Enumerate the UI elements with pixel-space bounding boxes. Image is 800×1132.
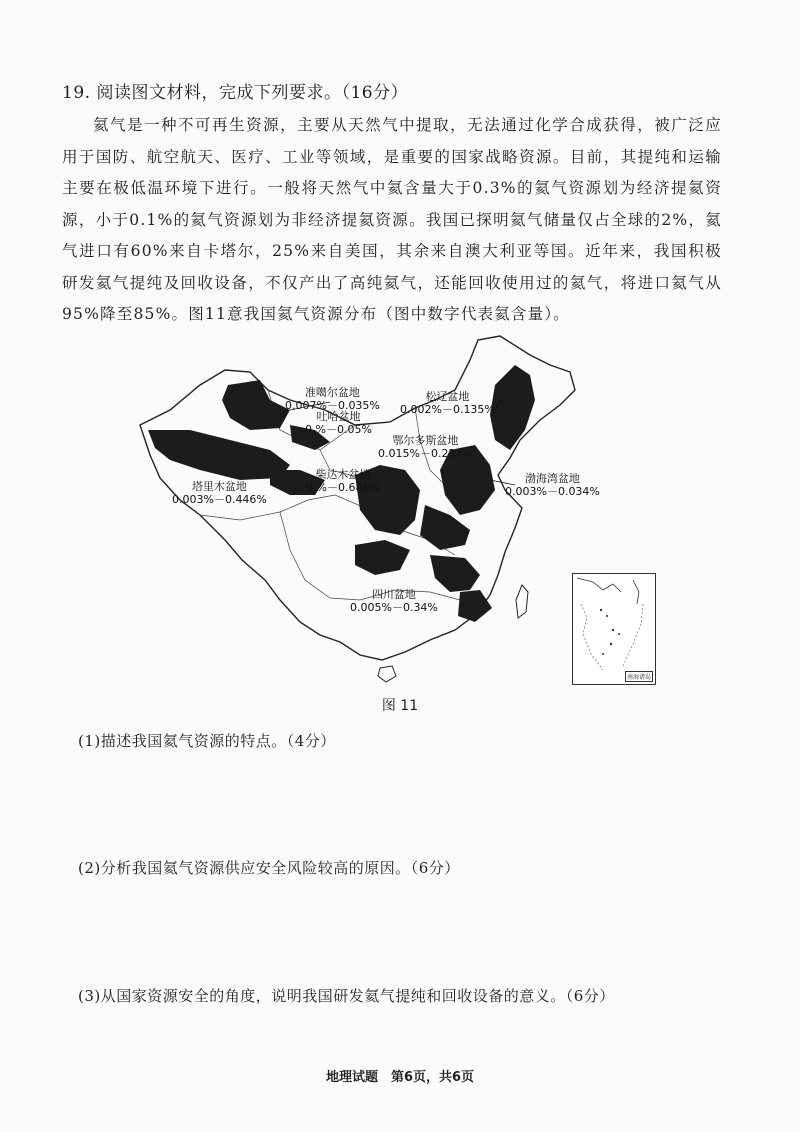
southeast-basin-shape	[458, 590, 492, 622]
basin-label-songliao: 松辽盆地 0.002%－0.135%	[400, 390, 495, 416]
tarim-basin-shape	[148, 430, 290, 480]
basin-label-qaidam: 柴达木盆地 0.%－0.686%	[306, 468, 380, 494]
subquestion-1: (1)描述我国氦气资源的特点。（4分）	[78, 732, 336, 750]
basin-label-bohai-bay: 渤海湾盆地 0.003%－0.034%	[505, 472, 600, 498]
south-china-sea-inset	[572, 573, 656, 685]
figure-caption: 图 11	[381, 698, 419, 714]
question-passage: 氦气是一种不可再生资源，主要从天然气中提取，无法通过化学合成获得，被广泛应用于国防、航空航天、医疗、工业等领域，是重要的国家战略资源。目前，其提纯和运输主要在极低温环境下进行。一般将天然气中氦含量大于0.3%的氦气资源划为经济提氦资源，小于0.1%的氦气资源划为非经济提氦资源。我国已探明氦气储量仅占全球的2%，氦气进口有60%来自卡塔尔，25%来自美国，其余来自澳大利亚等国。近年来，我国积极研发氦气提纯及回收设备，不仅产出了高纯氦气，还能回收使用过的氦气，将进口氦气从95%降至85%。图11意我国氦气资源分布（图中数字代表氦含量）。	[62, 116, 722, 323]
subquestion-3: (3)从国家资源安全的角度，说明我国研发氦气提纯和回收设备的意义。（6分）	[78, 987, 615, 1005]
basin-label-sichuan: 四川盆地 0.005%－0.34%	[350, 588, 438, 614]
basin-label-turpan-hami: 吐哈盆地 0.%－0.05%	[305, 410, 372, 436]
inset-islands	[573, 574, 655, 684]
subquestion-2: (2)分析我国氦气资源供应安全风险较高的原因。（6分）	[78, 859, 460, 877]
hainan-island	[378, 666, 396, 682]
inset-label: 南海诸岛	[625, 671, 653, 682]
junggar-basin-shape	[222, 380, 290, 430]
page-footer: 地理试题 第6页，共6页	[325, 1070, 475, 1085]
basin-label-junggar: 准噶尔盆地 0.007%－0.035%	[285, 386, 380, 412]
basin-label-ordos: 鄂尔多斯盆地 0.015%－0.237%	[378, 434, 473, 460]
question-heading: 19. 阅读图文材料，完成下列要求。（16分）	[62, 83, 409, 103]
helium-distribution-map	[130, 330, 630, 695]
basin-label-tarim: 塔里木盆地 0.003%－0.446%	[172, 480, 267, 506]
sichuan-basin-shape	[355, 540, 410, 575]
taiwan-island	[516, 585, 528, 618]
jianghan-basin-shape	[430, 555, 480, 592]
china-outline-map	[130, 330, 630, 695]
